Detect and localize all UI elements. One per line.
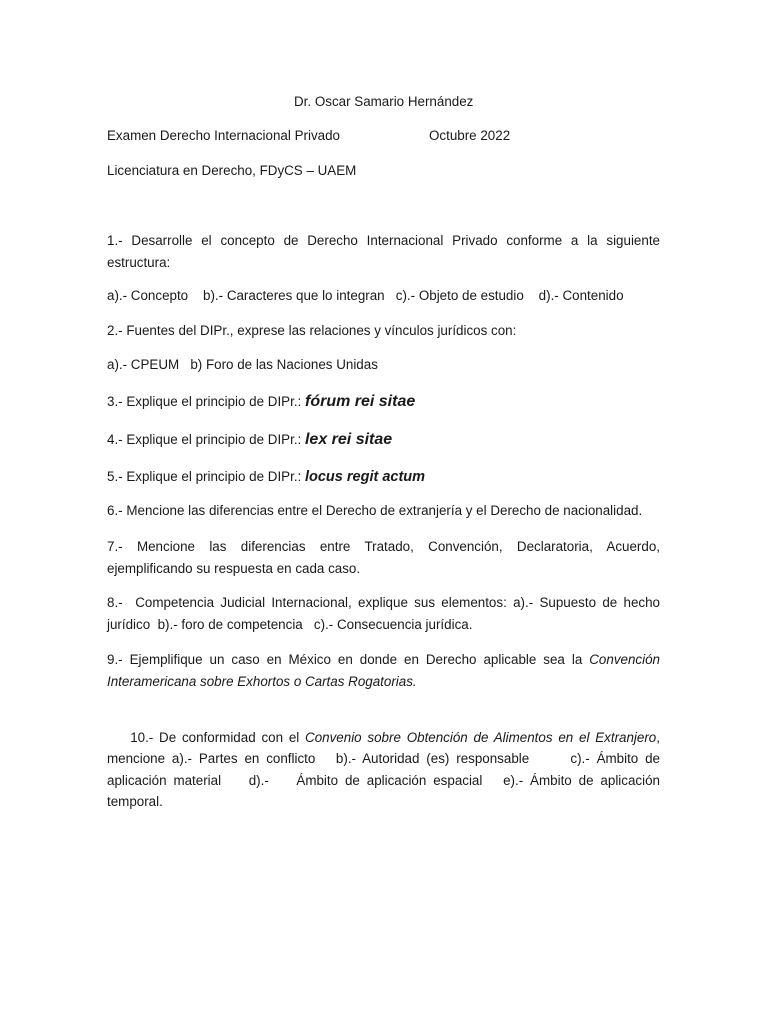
question-8: 8.- Competencia Judicial Internacional, explique sus elementos: a).- Supuesto de hecho jurídico b).- foro de competencia c).- Consecuencia jurídica. (107, 595, 664, 632)
exam-title: Examen Derecho Internacional Privado (107, 128, 340, 143)
question-6: 6.- Mencione las diferencias entre el Derecho de extranjería y el Derecho de nacionalidad. (107, 503, 643, 518)
question-9-prefix: 9.- Ejemplifique un caso en México en donde en Derecho aplicable sea la (107, 652, 590, 667)
question-10-rest: , mencione a).- Partes en conflicto b).- Autoridad (es) responsable c).- Ámbito de aplicación material d).- Ámbito de aplicación espacial e).- Ámbito de aplicación temporal. (107, 729, 664, 809)
question-4-term: lex rei sitae (304, 431, 393, 448)
question-10-prefix: 10.- De conformidad con el (130, 729, 306, 745)
question-3-prefix: 3.- Explique el principio de DIPr.: (107, 394, 305, 409)
program-name: Licenciatura en Derecho, FDyCS – UAEM (107, 163, 357, 178)
question-1-options: a).- Concepto b).- Caracteres que lo integran c).- Objeto de estudio d).- Contenido (107, 288, 624, 303)
question-9-title: Convención Interamericana sobre Exhortos o Cartas Rogatorias. (107, 652, 660, 689)
question-5-term: locus regit actum (304, 469, 426, 485)
exam-date: Octubre 2022 (429, 128, 511, 143)
question-2-options: a).- CPEUM b) Foro de las Naciones Unidas (107, 357, 378, 372)
question-7: 7.- Mencione las diferencias entre Tratado, Convención, Declaratoria, Acuerdo, ejemplificando su respuesta en cada caso. (107, 539, 660, 576)
question-10-title: Convenio sobre Obtención de Alimentos en el Extranjero (305, 729, 657, 745)
question-4-prefix: 4.- Explique el principio de DIPr.: (107, 432, 305, 447)
question-9 (107, 649, 660, 692)
question-4 (107, 429, 392, 451)
author-name: Dr. Oscar Samario Hernández (294, 94, 474, 109)
question-5-prefix: 5.- Explique el principio de DIPr.: (107, 469, 305, 484)
question-5 (107, 466, 425, 489)
question-3 (107, 391, 415, 413)
question-1: 1.- Desarrolle el concepto de Derecho Internacional Privado conforme a la siguiente estructura: (107, 233, 660, 270)
question-10 (107, 705, 664, 834)
question-2: 2.- Fuentes del DIPr., exprese las relaciones y vínculos jurídicos con: (107, 323, 517, 338)
question-3-term: fórum rei sitae (304, 393, 416, 410)
